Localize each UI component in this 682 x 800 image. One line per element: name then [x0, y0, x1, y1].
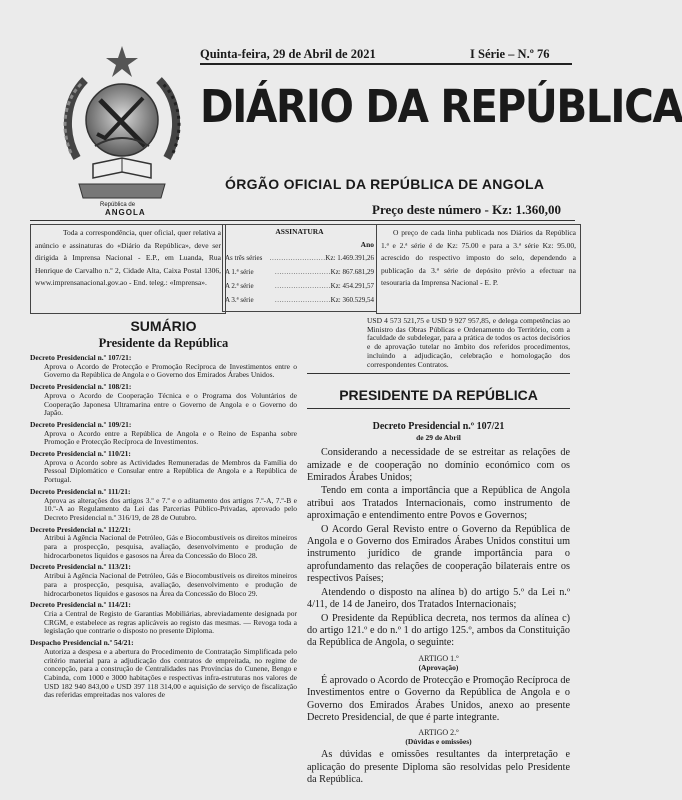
entry-title: Decreto Presidencial n.º 108/21: — [30, 382, 132, 392]
page-title: DIÁRIO DA REPÚBLICA — [200, 80, 682, 133]
summary-section-heading: Presidente da República — [98, 336, 229, 350]
subscription-dots: …………………… — [274, 296, 331, 304]
entry-description: Atribui à Agência Nacional de Petróleo, Gás e Biocombustíveis os direitos mineiros para a prospecção, pesquisa, avaliação, desenvolvimento e produção de hidrocarbonetos líquidos e gasosos na Área da Concessão do Bloco 29. — [44, 571, 297, 598]
decree-column — [307, 317, 570, 788]
section-heading: PRESIDENTE DA REPÚBLICA — [339, 387, 538, 404]
entry-description: Aprova o Acordo de Protecção e Promoção Recíproca de Investimentos entre o Governo da República de Angola e o Governo dos Emirados Árabes Unidos. — [44, 361, 297, 380]
entry-title: Decreto Presidencial n.º 109/21: — [30, 419, 132, 429]
divider — [307, 408, 570, 409]
article-heading: ARTIGO 2.º — [418, 728, 459, 738]
subscription-label: As três séries — [225, 254, 263, 262]
divider — [30, 220, 575, 221]
decree-paragraph: Tendo em conta a importância que a República de Angola atribui aos Tratados Internacionais, como instrumento de aproximação e entendimento entre Povos e Governos; — [307, 485, 570, 522]
subscription-label: A 3.ª série — [225, 296, 254, 304]
decree-title: Decreto Presidencial n.º 107/21 — [372, 421, 505, 433]
entry-title: Decreto Presidencial n.º 112/21: — [30, 524, 131, 534]
entry-description: Aprova o Acordo entre a República de Angola e o Reino de Espanha sobre Promoção e Protecção Recíproca de Investimentos. — [44, 428, 297, 447]
subscription-row — [225, 265, 374, 279]
subscription-row — [225, 251, 374, 265]
subscription-row — [225, 279, 374, 293]
article-text: As dúvidas e omissões resultantes da interpretação e aplicação do presente Diploma são resolvidas pelo Presidente da República. — [307, 749, 570, 786]
summary-entry — [30, 450, 297, 485]
summary-entry — [30, 354, 297, 380]
summary-column — [30, 317, 297, 703]
subscription-dots: …………………… — [274, 268, 331, 276]
summary-entry — [30, 526, 297, 561]
header-rule — [200, 63, 572, 65]
issue-series-number: I Série – N.º 76 — [470, 47, 550, 61]
subscription-value: Kz: 867.681,29 — [330, 268, 374, 276]
summary-entry — [30, 383, 297, 418]
subscription-dots: …………………… — [269, 254, 326, 262]
divider — [307, 373, 570, 374]
angola-coat-of-arms-emblem — [55, 38, 190, 213]
entry-title: Decreto Presidencial n.º 113/21: — [30, 562, 131, 572]
subscription-row — [225, 293, 374, 307]
entry-description: Aprova as alterações dos artigos 3.º e 7.º e o aditamento dos artigos 7.º-A, 7.º-B e 10.º-A ao Regulamento da Lei das Parcerias Público-Privadas, aprovado pelo Decreto Presidencial n.º 316/19, de 28 de Outubro. — [44, 495, 297, 522]
subscription-value: Kz: 454.291,57 — [330, 282, 374, 290]
subscription-value: Kz: 360.529,54 — [330, 296, 374, 304]
emblem-angola-text: ANGOLA — [105, 208, 146, 217]
subscription-year-header: Ano — [360, 239, 374, 249]
entry-title: Decreto Presidencial n.º 110/21: — [30, 449, 131, 459]
page-subtitle: ÓRGÃO OFICIAL DA REPÚBLICA DE ANGOLA — [225, 176, 545, 192]
decree-paragraph: O Acordo Geral Revisto entre o Governo da República de Angola e o Governo dos Emirados Árabes Unidos constitui um instrumento jurídico de grande importância para o aprofundamento das relações de cooperação bilaterais entre os respectivos Países; — [307, 523, 570, 585]
decree-paragraph: O Presidente da República decreta, nos termos da alínea c) do artigo 121.º e do n.º 1 do artigo 125.º, ambos da Constituição da República de Angola, o seguinte: — [307, 612, 570, 649]
subscription-value: Kz: 1.469.391,26 — [325, 254, 374, 262]
summary-entry — [30, 488, 297, 523]
issue-date: Quinta-feira, 29 de Abril de 2021 — [200, 47, 376, 61]
subscription-box — [222, 224, 377, 312]
subscription-dots: …………………… — [274, 282, 331, 290]
article-subheading: (Dúvidas e omissões) — [405, 737, 472, 747]
price-note-box: O preço de cada linha publicada nos Diários da República 1.ª e 2.ª série é de Kz: 75.00 e para a 3.ª série Kz: 95.00, acrescido do respectivo imposto do selo, dependendo a publicação da 3.ª série de depósito prévio a efectuar na tesouraria da Imprensa Nacional - E. P. — [376, 224, 581, 314]
entry-description: Aprova o Acordo de Cooperação Técnica e o Programa dos Voluntários de Cooperação Japonesa Ultramarina entre o Governo de Angola e o Governo do Japão. — [44, 390, 297, 418]
summary-title: SUMÁRIO — [130, 318, 197, 334]
summary-entry — [30, 563, 297, 598]
subscription-title: ASSINATURA — [275, 227, 324, 236]
subscription-label: A 1.ª série — [225, 268, 254, 276]
summary-continuation: USD 4 573 521,75 e USD 9 927 957,85, e delega competências ao Ministro das Obras Públicas e Ordenamento do Território, com a faculdade de subdelegar, para a prática de todos os actos decisórios e de aprovação tutelar no âmbito dos referidos procedimentos, incluindo a adjudicação, celebração e homologação dos correspondentes Contratos. — [367, 316, 570, 369]
entry-description: Autoriza a despesa e a abertura do Procedimento de Contratação Simplificada pelo critério material para a adjudicação dos contratos de empreitada, no regime de concepção, para a construção de Centralidades nas Províncias do Cunene, Bengo e Cabinda, com 1000 e 3000 habitações e respectivas infra-estruturas nos valores de USD 182 940 843,00 e USD 397 118 314,00 e aquisição de serviço de fiscalização das referidas empreitadas nos valores de — [44, 646, 297, 700]
issue-price: Preço deste número - Kz: 1.360,00 — [372, 202, 562, 217]
entry-title: Decreto Presidencial n.º 111/21: — [30, 486, 131, 496]
entry-description: Atribui à Agência Nacional de Petróleo, Gás e Biocombustíveis os direitos mineiros para a prospecção, pesquisa, avaliação, desenvolvimento e produção de hidrocarbonetos líquidos e gasosos na Área da Concessão do Bloco 28. — [44, 533, 297, 560]
article-heading: ARTIGO 1.º — [418, 653, 459, 663]
summary-entry — [30, 601, 297, 636]
entry-title: Decreto Presidencial n.º 114/21: — [30, 600, 131, 610]
summary-entry — [30, 421, 297, 447]
emblem-subtext: República de — [100, 202, 136, 208]
entry-title: Decreto Presidencial n.º 107/21: — [30, 353, 132, 362]
article-subheading: (Aprovação) — [418, 662, 459, 672]
subscription-label: A 2.ª série — [225, 282, 254, 290]
entry-description: Cria a Central de Registo de Garantias Mobiliárias, abreviadamente designada por CRGM, e estabelece as regras aplicáveis ao registo das mesmas. — Revoga toda a legislação que contrarie o disposto no presente Diploma. — [44, 608, 297, 636]
decree-paragraph: Atendendo o disposto na alínea b) do artigo 5.º da Lei n.º 4/11, de 14 de Janeiro, dos Tratados Internacionais; — [307, 586, 570, 611]
article-text: É aprovado o Acordo de Protecção e Promoção Recíproca de Investimentos entre o Governo da República de Angola e o Governo dos Emirados Árabes Unidos, anexo ao presente Decreto Presidencial, de que é parte integrante. — [307, 674, 570, 723]
summary-entry — [30, 639, 297, 700]
decree-date: de 29 de Abril — [416, 433, 461, 443]
entry-description: Aprova o Acordo sobre as Actividades Remuneradas de Membros da Família do Pessoal Diplomático e Consular entre a República de Angola e a República de Portugal. — [44, 457, 297, 485]
entry-title: Despacho Presidencial n.º 54/21: — [30, 638, 134, 648]
decree-paragraph: Considerando a necessidade de se estreitar as relações de amizade e de cooperação no domínio económico com os Emirados Árabes Unidos; — [307, 447, 570, 484]
correspondence-box: Toda a correspondência, quer oficial, quer relativa a anúncio e assinaturas do «Diário da República», deve ser dirigida à Imprensa Nacional - E.P., em Luanda, Rua Henrique de Carvalho n.º 2, Cidade Alta, Caixa Postal 1306, www.imprensanacional.gov.ao - End. teleg.: «Imprensa». — [30, 224, 226, 314]
